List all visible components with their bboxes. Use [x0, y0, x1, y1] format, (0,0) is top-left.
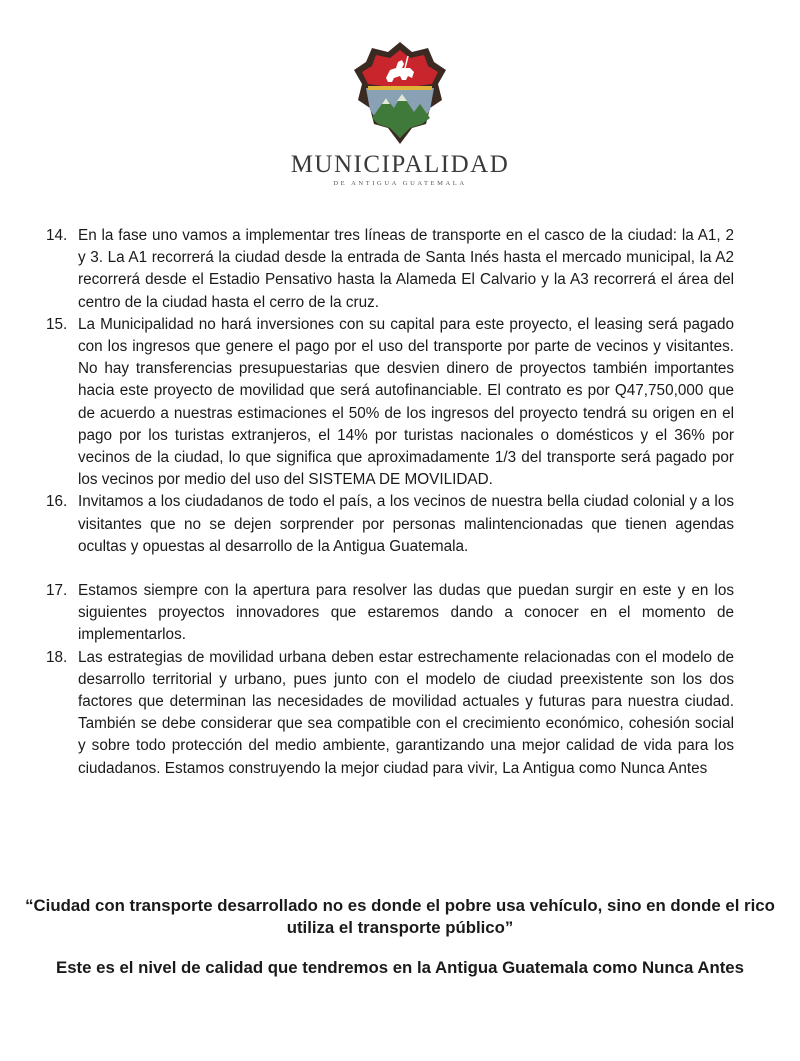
- item-number: 17.: [46, 582, 68, 600]
- item-number: 15.: [46, 315, 68, 333]
- item-text: Las estrategias de movilidad urbana deben estar estrechamente relacionadas con el modelo de desarrollo territorial y urbano, pues junto con el modelo de ciudad preexistente son los dos factores que determinan las necesidades de movilidad actuales y futuras para nuestra ciudad. También se debe considerar que sea compatible con el crecimiento económico, cohesión social y sobre todo protección del medio ambiente, garantizando una mejor calidad de vida para los ciudadanos. Estamos construyendo la mejor ciudad para vivir, La Antigua como Nunca Antes: [78, 648, 734, 777]
- item-number: 18.: [46, 648, 68, 666]
- highlighted-quote: “Ciudad con transporte desarrollado no es donde el pobre usa vehículo, sino en donde el rico utiliza el transporte público”: [25, 896, 775, 937]
- letterhead: [0, 38, 800, 189]
- statement-15: [46, 314, 734, 492]
- organization-name: MUNICIPALIDAD: [290, 151, 510, 178]
- item-text: Estamos siempre con la apertura para resolver las dudas que puedan surgir en este y en los siguientes proyectos innovadores que estaremos dando a conocer en el momento de implementarlos.: [78, 582, 734, 644]
- item-text: Invitamos a los ciudadanos de todo el país, a los vecinos de nuestra bella ciudad colonial y a los visitantes que no se dejen sorprender por personas malintencionadas que tienen agendas ocultas y opuestas al desarrollo de la Antigua Guatemala.: [78, 493, 734, 555]
- numbered-statements: [46, 225, 734, 780]
- statement-18: [46, 647, 734, 780]
- organization-subtitle: DE ANTIGUA GUATEMALA: [333, 180, 467, 187]
- statement-16: [46, 491, 734, 558]
- statement-14: [46, 225, 734, 314]
- item-text: En la fase uno vamos a implementar tres líneas de transporte en el casco de la ciudad: la A1, 2 y 3. La A1 recorrerá la ciudad desde la entrada de Santa Inés hasta el mercado municipal, la A2 recorrerá desde el Estadio Pensativo hasta la Alameda El Calvario y la A3 recorrerá el área del centro de la ciudad hasta el cerro de la cruz.: [78, 227, 734, 311]
- municipal-coat-of-arms-icon: [352, 38, 448, 150]
- closing-statement: Este es el nivel de calidad que tendremos en la Antigua Guatemala como Nunca Antes: [56, 958, 744, 977]
- item-number: 16.: [46, 493, 68, 511]
- item-text: La Municipalidad no hará inversiones con su capital para este proyecto, el leasing será pagado con los ingresos que genere el pago por el uso del transporte por parte de vecinos y visitantes. No hay transferencias presupuestarias que desvien dinero de proyectos también importantes hacia este proyecto de movilidad que será autofinanciable. El contrato es por Q47,750,000 que de acuerdo a nuestras estimaciones el 50% de los ingresos del proyecto tendrá su origen en el pago por los turistas extranjeros, el 14% por turistas nacionales o domésticos y el 36% por vecinos de la ciudad, lo que significa que aproximadamente 1/3 del transporte será pagado por los vecinos por medio del uso del SISTEMA DE MOVILIDAD.: [78, 315, 734, 489]
- statement-17: [46, 580, 734, 647]
- item-number: 14.: [46, 227, 68, 244]
